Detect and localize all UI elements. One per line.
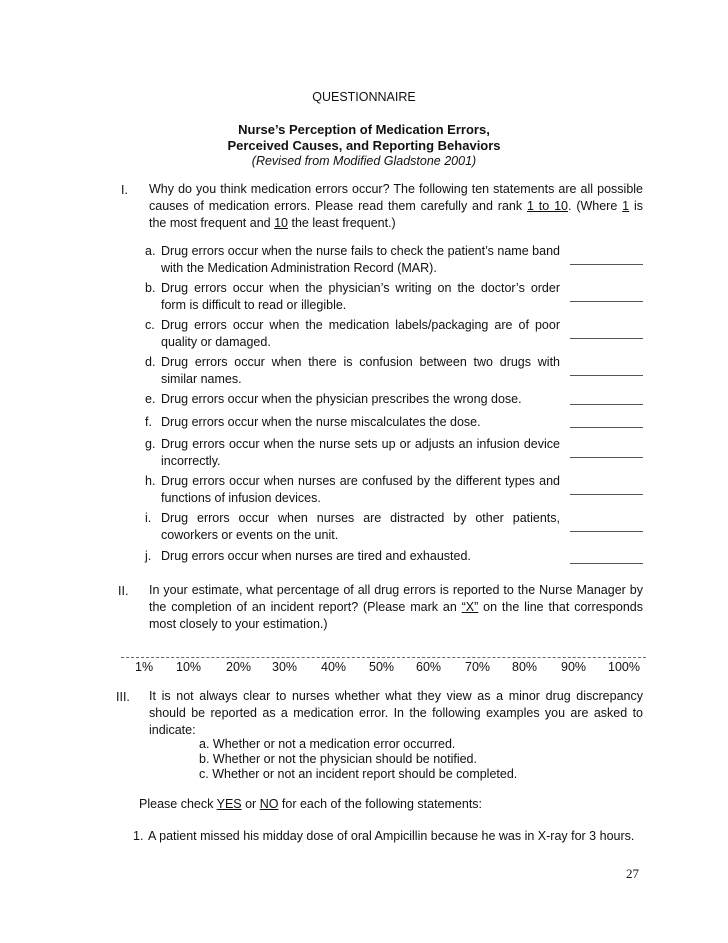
percentage-scale-line[interactable] — [121, 657, 646, 658]
cause-label: b. — [145, 281, 156, 295]
cause-text: Drug errors occur when the nurse miscalculates the dose. — [161, 415, 481, 429]
indicate-label: b. — [199, 752, 210, 766]
cause-text: Drug errors occur when the nurse fails to check the patient’s name band with the Medication Administration Record (MAR). — [161, 244, 560, 275]
scale-label[interactable]: 70% — [465, 660, 491, 674]
section-2-text-b: on the line that corresponds most closely to your estimation.) — [149, 600, 643, 631]
cause-text: Drug errors occur when there is confusion between two drugs with similar names. — [161, 355, 560, 386]
cause-text: Drug errors occur when the nurse sets up or adjusts an infusion device incorrectly. — [161, 437, 560, 468]
section-3-intro: It is not always clear to nurses whether what they view as a minor drug discrepancy should be reported as a medication error. In the following examples you are asked to indicate: — [149, 689, 643, 737]
rank-ten: 10 — [274, 216, 288, 230]
cause-text: Drug errors occur when the physician prescribes the wrong dose. — [161, 392, 522, 406]
subtitle-line-1: Nurse’s Perception of Medication Errors, — [238, 122, 490, 137]
cause-item-h — [145, 473, 560, 506]
yes-label: YES — [216, 797, 242, 811]
cause-label: h. — [145, 474, 156, 488]
rank-blank-c[interactable] — [570, 338, 643, 339]
rank-blank-e[interactable] — [570, 404, 643, 405]
section-2-numeral: II. — [118, 584, 129, 598]
cause-label: i. — [145, 511, 152, 525]
subtitle-line-2: Perceived Causes, and Reporting Behaviors — [227, 138, 501, 153]
cause-text: Drug errors occur when the medication labels/packaging are of poor quality or damaged. — [161, 318, 560, 349]
page-title: QUESTIONNAIRE — [312, 90, 416, 104]
section-1-intro-b: . (Where — [567, 199, 623, 213]
section-1-intro-c: is the most frequent and — [149, 199, 644, 230]
cause-label: a. — [145, 244, 156, 258]
cause-text: Drug errors occur when nurses are confused by the different types and functions of infusion devices. — [161, 474, 560, 505]
subtitle-note: (Revised from Modified Gladstone 2001) — [251, 154, 477, 168]
cause-text: Drug errors occur when nurses are distracted by other patients, coworkers or events on the unit. — [161, 511, 560, 542]
section-1-intro — [149, 181, 643, 232]
section-1-intro-a: Why do you think medication errors occur? The following ten statements are all possible causes of medication errors. Please read them carefully and rank — [149, 182, 643, 213]
statement-number: 1. — [133, 829, 144, 843]
section-3-numeral: III. — [116, 690, 130, 704]
rank-blank-d[interactable] — [570, 375, 643, 376]
cause-item-d — [145, 354, 560, 387]
cause-item-j — [145, 548, 560, 565]
cause-item-i — [145, 510, 560, 543]
cause-item-a — [145, 243, 560, 276]
rank-one: 1 — [622, 199, 630, 213]
rank-blank-f[interactable] — [570, 427, 643, 428]
cause-text: Drug errors occur when nurses are tired and exhausted. — [161, 549, 471, 563]
rank-blank-g[interactable] — [570, 457, 643, 458]
scale-label[interactable]: 60% — [416, 660, 442, 674]
indicate-item-b — [199, 752, 477, 767]
rank-range: 1 to 10 — [526, 199, 568, 213]
rank-blank-j[interactable] — [570, 563, 643, 564]
section-2-text — [149, 582, 643, 633]
scale-label[interactable]: 50% — [369, 660, 395, 674]
cause-item-e — [145, 391, 560, 408]
cause-label: d. — [145, 355, 156, 369]
section-2-text-a: In your estimate, what percentage of all drug errors is reported to the Nurse Manager by the completion of an incident report? (Please mark an — [149, 583, 643, 614]
section-1-intro-d: the least frequent.) — [288, 216, 396, 230]
indicate-item-c — [199, 767, 517, 782]
or-label: or — [241, 797, 260, 811]
indicate-item-a — [199, 737, 455, 752]
scale-label[interactable]: 90% — [561, 660, 587, 674]
rank-blank-b[interactable] — [570, 301, 643, 302]
rank-blank-i[interactable] — [570, 531, 643, 532]
check-b: for each of the following statements: — [278, 797, 483, 811]
statement-text: A patient missed his midday dose of oral Ampicillin because he was in X-ray for 3 hours. — [148, 829, 635, 843]
cause-label: e. — [145, 392, 156, 406]
scale-label[interactable]: 1% — [135, 660, 154, 674]
rank-blank-h[interactable] — [570, 494, 643, 495]
cause-label: f. — [145, 415, 152, 429]
cause-item-f — [145, 414, 560, 431]
cause-text: Drug errors occur when the physician’s writing on the doctor’s order form is difficult to read or illegible. — [161, 281, 560, 312]
mark-x: “X” — [461, 600, 479, 614]
cause-item-c — [145, 317, 560, 350]
indicate-text: Whether or not the physician should be notified. — [212, 752, 477, 766]
no-label: NO — [259, 797, 279, 811]
indicate-label: a. — [199, 737, 210, 751]
section-1-numeral: I. — [121, 183, 128, 197]
indicate-text: Whether or not an incident report should be completed. — [212, 767, 518, 781]
indicate-label: c. — [199, 767, 209, 781]
check-a: Please check — [139, 797, 217, 811]
scale-label[interactable]: 40% — [321, 660, 347, 674]
scale-label[interactable]: 80% — [512, 660, 538, 674]
statement-1 — [133, 828, 643, 845]
cause-item-g — [145, 436, 560, 469]
cause-label: j. — [145, 549, 152, 563]
scale-label[interactable]: 30% — [272, 660, 298, 674]
scale-label[interactable]: 20% — [226, 660, 252, 674]
check-instruction — [139, 797, 482, 811]
rank-blank-a[interactable] — [570, 264, 643, 265]
scale-label[interactable]: 10% — [176, 660, 202, 674]
cause-label: g. — [145, 437, 156, 451]
indicate-text: Whether or not a medication error occurred. — [212, 737, 456, 751]
page-number: 27 — [626, 866, 639, 881]
scale-label[interactable]: 100% — [608, 660, 640, 674]
cause-label: c. — [145, 318, 155, 332]
cause-item-b — [145, 280, 560, 313]
